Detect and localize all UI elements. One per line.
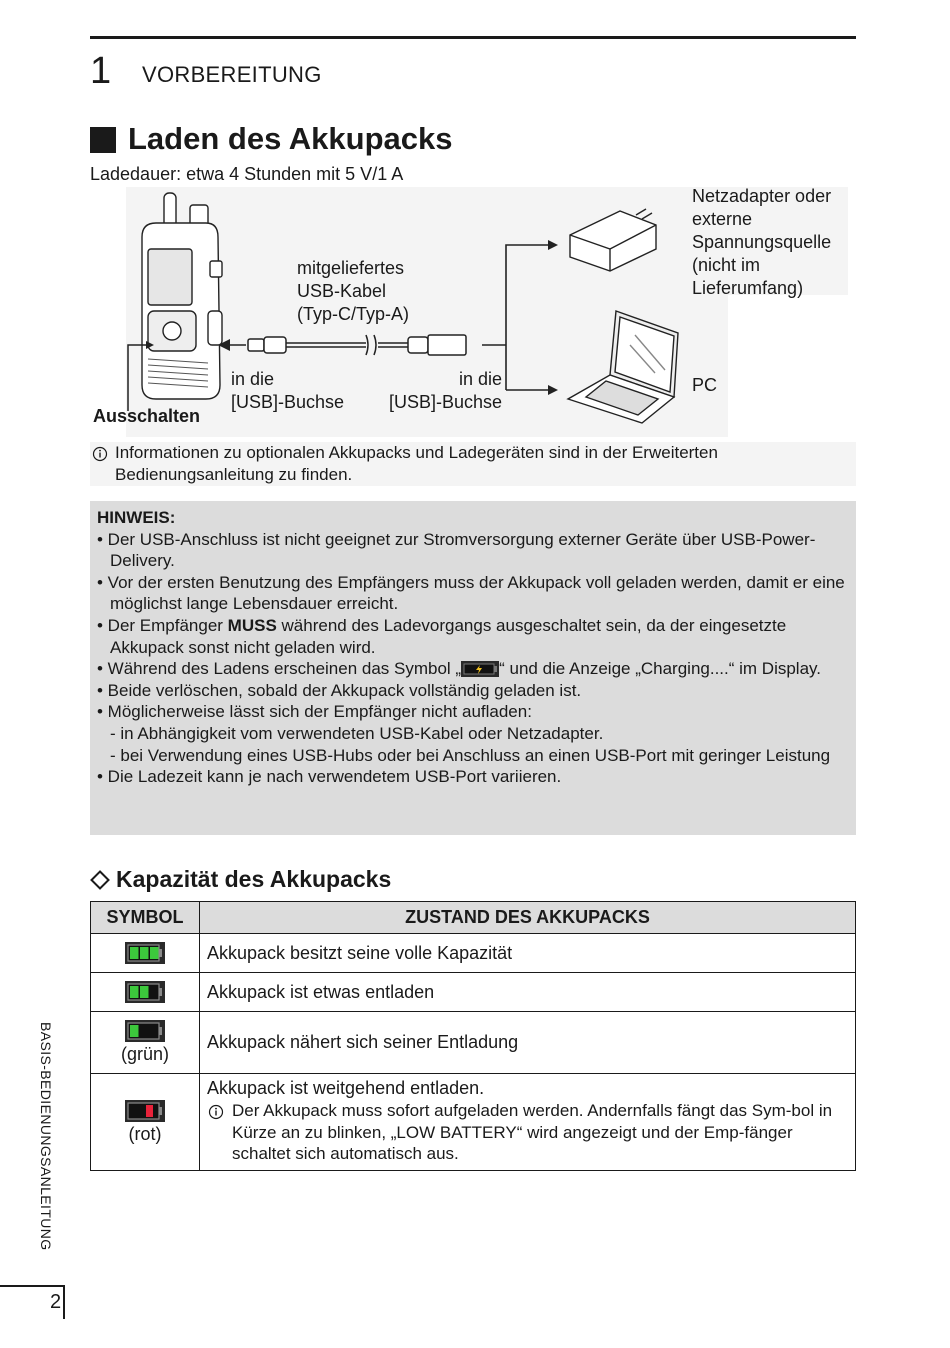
state-desc: Akkupack ist etwas entladen	[200, 973, 856, 1012]
hinweis-item-6: • Möglicherweise lässt sich der Empfänger nicht aufladen:	[97, 702, 532, 722]
chapter-number: 1	[90, 50, 112, 92]
hinweis-subitem-2: - bei Verwendung eines USB-Hubs oder bei Anschluss an einen USB-Port mit geringer Leistung	[110, 745, 831, 765]
battery-low-red-icon	[125, 1099, 165, 1119]
battery-segment	[130, 986, 139, 998]
jack-right-label: in die [USB]-Buchse	[388, 369, 502, 412]
symbol-note: (grün)	[120, 1044, 169, 1065]
capacity-title: Kapazität des Akkupacks	[116, 866, 392, 892]
hinweis-title: HINWEIS:	[97, 508, 176, 527]
battery-full-icon	[125, 942, 165, 962]
state-desc: Akkupack ist weitgehend entladen.	[207, 1078, 485, 1099]
battery-symbol-cell	[91, 934, 200, 973]
footer-rule-vertical	[63, 1285, 65, 1319]
table-row	[91, 973, 856, 1012]
symbol-note: (rot)	[128, 1123, 162, 1144]
table-header-row	[91, 902, 856, 934]
state-desc-cell	[200, 1074, 856, 1171]
capacity-table	[90, 901, 856, 1171]
square-bullet-icon	[90, 127, 116, 153]
col-state: ZUSTAND DES AKKUPACKS	[200, 902, 856, 934]
battery-segment	[146, 1105, 153, 1117]
section-title-text: Laden des Akkupacks	[128, 121, 453, 156]
battery-one-third-green-icon	[125, 1020, 165, 1040]
hinweis-item-5: • Beide verlöschen, sobald der Akkupack vollständig geladen ist.	[97, 680, 582, 700]
info-icon	[92, 446, 108, 462]
section-title	[90, 121, 453, 157]
side-tab-label: BASIS-BEDIENUNGSANLEITUNG	[38, 1022, 54, 1251]
battery-segment	[150, 947, 159, 959]
side-tab	[38, 1022, 78, 1268]
pc-label: PC	[692, 375, 718, 395]
hinweis-item-4: • Während des Ladens erscheinen das Symbol „ “ und die Anzeige „Charging....“ im Display.	[97, 659, 821, 679]
state-note: Der Akkupack muss sofort aufgeladen werden. Andernfalls fängt das Sym-bol in Kürze an zu blinken, „LOW BATTERY“ wird angezeigt und der Emp-fänger schaltet sich automatisch aus.	[207, 1100, 849, 1165]
battery-symbol-cell	[91, 973, 200, 1012]
hinweis-item-3: • Der Empfänger MUSS während des Ladevorgangs ausgeschaltet sein, da der eingesetzte Akkupack sonst nicht geladen wird.	[97, 615, 787, 657]
battery-two-thirds-icon	[125, 981, 165, 1001]
state-desc: Akkupack nähert sich seiner Entladung	[200, 1012, 856, 1074]
table-row	[91, 1012, 856, 1074]
battery-segment	[130, 1025, 139, 1037]
battery-segment	[140, 947, 149, 959]
capacity-heading	[90, 866, 391, 893]
battery-symbol-cell	[91, 1074, 200, 1171]
page-number: 2	[50, 1291, 62, 1313]
hinweis-item-1: • Der USB-Anschluss ist nicht geeignet zur Stromversorgung externer Geräte über USB-Power-Delivery.	[97, 529, 816, 571]
header-rule	[90, 36, 856, 39]
power-off-label: Ausschalten	[93, 406, 201, 426]
hinweis-subitem-1: - in Abhängigkeit vom verwendeten USB-Kabel oder Netzadapter.	[110, 723, 604, 743]
adapter-label: Netzadapter oder externe Spannungsquelle (nicht im Lieferumfang)	[692, 186, 832, 298]
battery-segment	[140, 986, 149, 998]
table-row	[91, 934, 856, 973]
footer-rule	[0, 1285, 64, 1287]
col-symbol: SYMBOL	[91, 902, 200, 934]
table-row	[91, 1074, 856, 1171]
cable-label: mitgeliefertes USB-Kabel (Typ-C/Typ-A)	[297, 258, 410, 324]
chapter-title: VORBEREITUNG	[142, 62, 322, 87]
hinweis-item-2: • Vor der ersten Benutzung des Empfängers muss der Akkupack voll geladen werden, damit er eine möglichst lange Lebensdauer erreicht.	[97, 572, 845, 614]
info-icon	[208, 1104, 224, 1120]
jack-left-label: in die [USB]-Buchse	[231, 369, 345, 412]
hinweis-item-7: • Die Ladezeit kann je nach verwendetem USB-Port variieren.	[97, 767, 562, 787]
info-note-text: Informationen zu optionalen Akkupacks und Ladegeräten sind in der Erweiterten Bedienungsanleitung zu finden.	[115, 443, 718, 484]
diamond-bullet-icon	[90, 870, 110, 890]
hinweis-box	[90, 501, 856, 835]
receiver-icon	[142, 193, 222, 399]
battery-symbol-cell	[91, 1012, 200, 1074]
battery-segment	[130, 947, 139, 959]
state-desc: Akkupack besitzt seine volle Kapazität	[200, 934, 856, 973]
charging-diagram	[90, 185, 856, 440]
charge-time: Ladedauer: etwa 4 Stunden mit 5 V/1 A	[90, 164, 404, 184]
charging-battery-icon	[461, 661, 499, 677]
info-note	[90, 442, 856, 486]
